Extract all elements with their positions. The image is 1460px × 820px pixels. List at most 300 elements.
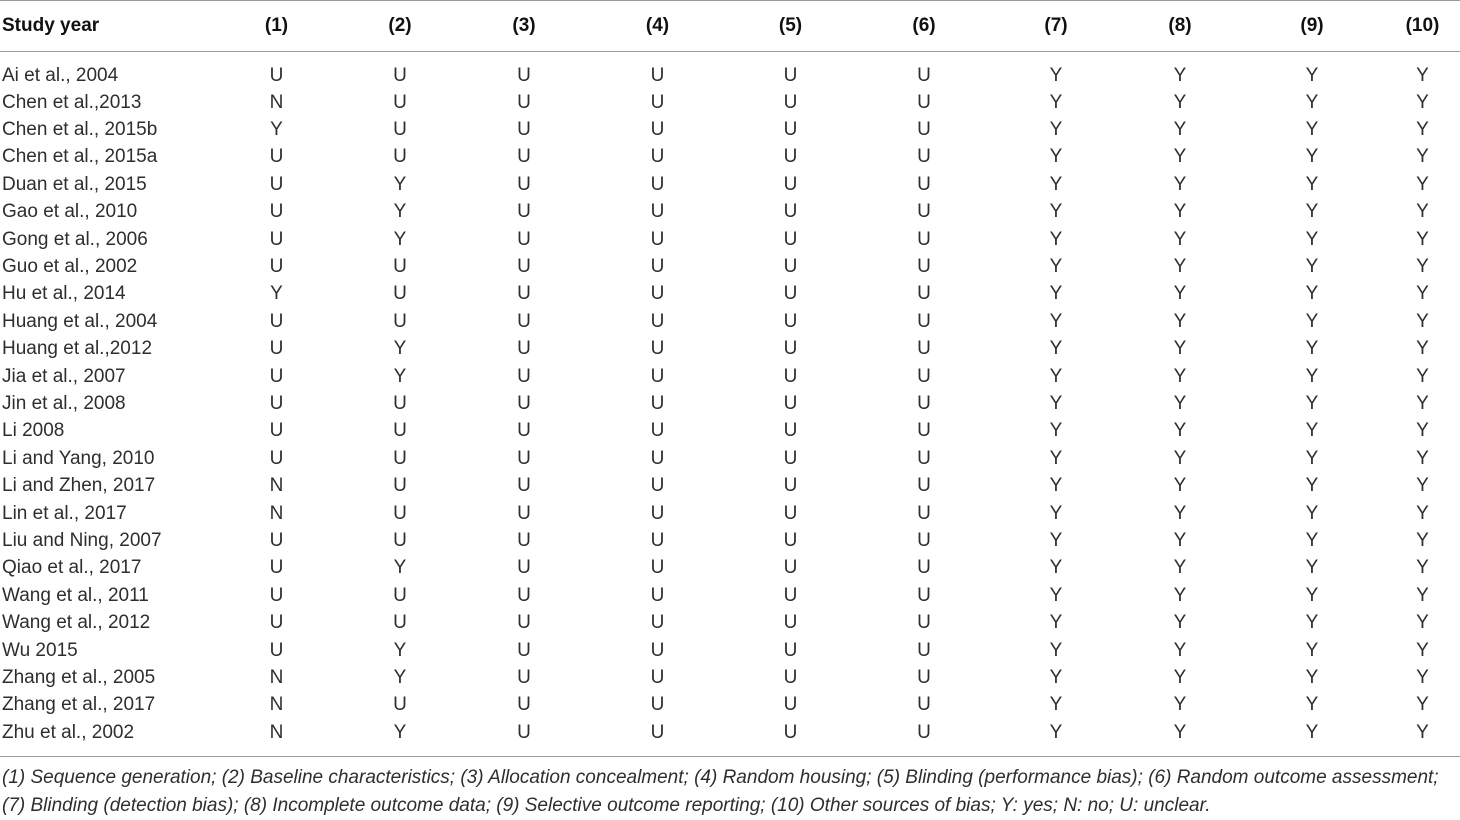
table-row <box>0 226 1460 253</box>
rating-cell-2: U <box>393 694 407 716</box>
rating-cell-1: N <box>269 721 284 743</box>
study-name-cell: Huang et al., 2004 <box>2 310 158 332</box>
table-row <box>0 116 1460 143</box>
rating-cell-7: Y <box>1049 639 1063 661</box>
column-header-10: (10) <box>1385 1 1460 52</box>
rating-cell-1: U <box>269 365 284 387</box>
study-name-cell: Wu 2015 <box>2 639 78 661</box>
rating-cell-2: Y <box>393 557 407 579</box>
rating-cell-7: Y <box>1049 91 1063 113</box>
study-name-cell: Huang et al.,2012 <box>2 338 153 360</box>
rating-cell-5: U <box>783 91 798 113</box>
rating-cell-3: U <box>517 256 531 278</box>
rating-cell-1: U <box>269 612 284 634</box>
rating-cell-4: U <box>650 392 665 414</box>
rating-cell-1: N <box>269 475 284 497</box>
rating-cell-2: U <box>393 310 407 332</box>
rating-cell-10: Y <box>1416 721 1429 743</box>
rating-cell-1: U <box>269 557 284 579</box>
rating-cell-10: Y <box>1416 502 1429 524</box>
rating-cell-6: U <box>917 310 931 332</box>
rating-cell-3: U <box>517 64 531 86</box>
rating-cell-3: U <box>517 557 531 579</box>
rating-cell-5: U <box>783 666 798 688</box>
rating-cell-3: U <box>517 338 531 360</box>
rating-cell-7: Y <box>1049 420 1063 442</box>
column-header-9: (9) <box>1239 1 1385 52</box>
rating-cell-2: U <box>393 91 407 113</box>
rating-cell-3: U <box>517 146 531 168</box>
rating-cell-8: Y <box>1173 228 1187 250</box>
rating-cell-6: U <box>917 201 931 223</box>
study-name-cell: Li 2008 <box>2 420 65 442</box>
rating-cell-1: U <box>269 529 284 551</box>
rating-cell-7: Y <box>1049 612 1063 634</box>
rating-cell-6: U <box>917 584 931 606</box>
rating-cell-10: Y <box>1416 283 1429 305</box>
rating-cell-6: U <box>917 338 931 360</box>
rating-cell-9: Y <box>1305 392 1319 414</box>
rating-cell-3: U <box>517 529 531 551</box>
rating-cell-1: N <box>269 694 284 716</box>
rating-cell-4: U <box>650 91 665 113</box>
rating-cell-8: Y <box>1173 529 1187 551</box>
rating-cell-2: Y <box>393 365 407 387</box>
rating-cell-4: U <box>650 119 665 141</box>
rating-cell-2: Y <box>393 639 407 661</box>
study-name-cell: Chen et al.,2013 <box>2 91 142 113</box>
rating-cell-10: Y <box>1416 91 1429 113</box>
rating-cell-4: U <box>650 557 665 579</box>
rating-cell-2: U <box>393 64 407 86</box>
rating-cell-4: U <box>650 310 665 332</box>
rating-cell-9: Y <box>1305 310 1319 332</box>
rating-cell-10: Y <box>1416 475 1429 497</box>
rating-cell-7: Y <box>1049 64 1063 86</box>
column-header-8: (8) <box>1121 1 1239 52</box>
table-row <box>0 363 1460 390</box>
study-name-cell: Gong et al., 2006 <box>2 228 148 250</box>
rating-cell-2: U <box>393 584 407 606</box>
rating-cell-1: U <box>269 256 284 278</box>
rating-cell-10: Y <box>1416 420 1429 442</box>
rating-cell-5: U <box>783 420 798 442</box>
rating-cell-7: Y <box>1049 584 1063 606</box>
rating-cell-3: U <box>517 721 531 743</box>
rating-cell-7: Y <box>1049 447 1063 469</box>
rating-cell-7: Y <box>1049 529 1063 551</box>
rating-cell-7: Y <box>1049 201 1063 223</box>
rating-cell-10: Y <box>1416 447 1429 469</box>
rating-cell-6: U <box>917 91 931 113</box>
table-row <box>0 637 1460 664</box>
rating-cell-9: Y <box>1305 639 1319 661</box>
rating-cell-2: U <box>393 392 407 414</box>
rating-cell-10: Y <box>1416 228 1429 250</box>
rating-cell-4: U <box>650 529 665 551</box>
rating-cell-10: Y <box>1416 173 1429 195</box>
rating-cell-1: N <box>269 666 284 688</box>
rating-cell-6: U <box>917 529 931 551</box>
rating-cell-6: U <box>917 228 931 250</box>
rating-cell-9: Y <box>1305 502 1319 524</box>
rating-cell-4: U <box>650 475 665 497</box>
rating-cell-5: U <box>783 612 798 634</box>
study-name-cell: Duan et al., 2015 <box>2 173 147 195</box>
table-row <box>0 308 1460 335</box>
rating-cell-6: U <box>917 420 931 442</box>
rating-cell-8: Y <box>1173 392 1187 414</box>
rating-cell-4: U <box>650 146 665 168</box>
rating-cell-4: U <box>650 173 665 195</box>
rating-cell-3: U <box>517 666 531 688</box>
rating-cell-7: Y <box>1049 475 1063 497</box>
study-name-cell: Wang et al., 2011 <box>2 584 149 606</box>
table-footnote: (1) Sequence generation; (2) Baseline characteristics; (3) Allocation concealment; (4) Random housing; (5) Blinding (performance bias); (6) Random outcome assessment; (7) Blinding (detection bias); (8) Incomplete outcome data; (9) Selective outcome reporting; (10) Other sources of bias; Y: yes; N: no; U: unclear. <box>2 767 1439 816</box>
rating-cell-2: U <box>393 283 407 305</box>
table-row <box>0 336 1460 363</box>
rating-cell-7: Y <box>1049 721 1063 743</box>
rating-cell-10: Y <box>1416 146 1429 168</box>
rating-cell-8: Y <box>1173 256 1187 278</box>
column-header-1: (1) <box>210 1 343 52</box>
study-name-cell: Qiao et al., 2017 <box>2 557 142 579</box>
rating-cell-6: U <box>917 721 931 743</box>
rating-cell-6: U <box>917 173 931 195</box>
rating-cell-6: U <box>917 146 931 168</box>
rating-cell-9: Y <box>1305 338 1319 360</box>
rating-cell-4: U <box>650 201 665 223</box>
rating-cell-5: U <box>783 447 798 469</box>
rating-cell-8: Y <box>1173 91 1187 113</box>
rating-cell-5: U <box>783 146 798 168</box>
rating-cell-9: Y <box>1305 612 1319 634</box>
rating-cell-5: U <box>783 201 798 223</box>
rating-cell-4: U <box>650 420 665 442</box>
rating-cell-10: Y <box>1416 365 1429 387</box>
rating-cell-5: U <box>783 365 798 387</box>
study-name-cell: Li and Yang, 2010 <box>2 447 155 469</box>
rating-cell-9: Y <box>1305 447 1319 469</box>
rating-cell-5: U <box>783 721 798 743</box>
rating-cell-8: Y <box>1173 639 1187 661</box>
table-row <box>0 527 1460 554</box>
study-name-cell: Ai et al., 2004 <box>2 64 119 86</box>
column-header-study-year: Study year <box>0 1 210 52</box>
rating-cell-8: Y <box>1173 310 1187 332</box>
rating-cell-2: Y <box>393 721 407 743</box>
rating-cell-5: U <box>783 119 798 141</box>
rating-cell-2: U <box>393 146 407 168</box>
study-name-cell: Hu et al., 2014 <box>2 283 126 305</box>
rating-cell-8: Y <box>1173 283 1187 305</box>
rating-cell-7: Y <box>1049 694 1063 716</box>
rating-cell-2: U <box>393 256 407 278</box>
rating-cell-7: Y <box>1049 283 1063 305</box>
rating-cell-9: Y <box>1305 666 1319 688</box>
rating-cell-1: N <box>269 91 284 113</box>
rating-cell-6: U <box>917 392 931 414</box>
rating-cell-9: Y <box>1305 584 1319 606</box>
rating-cell-8: Y <box>1173 447 1187 469</box>
rating-cell-3: U <box>517 639 531 661</box>
rating-cell-1: U <box>269 420 284 442</box>
rating-cell-2: U <box>393 475 407 497</box>
rating-cell-3: U <box>517 694 531 716</box>
rating-cell-5: U <box>783 392 798 414</box>
rating-cell-1: U <box>269 392 284 414</box>
rating-cell-9: Y <box>1305 529 1319 551</box>
table-row <box>0 144 1460 171</box>
rating-cell-3: U <box>517 584 531 606</box>
rating-cell-8: Y <box>1173 721 1187 743</box>
rating-cell-2: U <box>393 502 407 524</box>
column-header-3: (3) <box>457 1 591 52</box>
rating-cell-6: U <box>917 666 931 688</box>
rating-cell-8: Y <box>1173 612 1187 634</box>
rating-cell-9: Y <box>1305 475 1319 497</box>
table-row <box>0 171 1460 198</box>
table-row <box>0 253 1460 280</box>
rating-cell-6: U <box>917 256 931 278</box>
rating-cell-9: Y <box>1305 119 1319 141</box>
column-header-7: (7) <box>991 1 1121 52</box>
rating-cell-9: Y <box>1305 721 1319 743</box>
rating-cell-5: U <box>783 529 798 551</box>
rating-cell-6: U <box>917 475 931 497</box>
rating-cell-8: Y <box>1173 146 1187 168</box>
study-name-cell: Chen et al., 2015a <box>2 146 158 168</box>
rating-cell-10: Y <box>1416 119 1429 141</box>
rating-cell-2: Y <box>393 228 407 250</box>
rating-cell-5: U <box>783 256 798 278</box>
rating-cell-1: U <box>269 447 284 469</box>
rating-cell-1: Y <box>270 283 283 305</box>
rating-cell-8: Y <box>1173 119 1187 141</box>
rating-cell-3: U <box>517 475 531 497</box>
rating-cell-9: Y <box>1305 283 1319 305</box>
rating-cell-9: Y <box>1305 256 1319 278</box>
rating-cell-9: Y <box>1305 91 1319 113</box>
rating-cell-7: Y <box>1049 310 1063 332</box>
rating-cell-1: U <box>269 584 284 606</box>
rating-cell-8: Y <box>1173 420 1187 442</box>
rating-cell-9: Y <box>1305 420 1319 442</box>
rating-cell-10: Y <box>1416 639 1429 661</box>
rating-cell-5: U <box>783 639 798 661</box>
rating-cell-4: U <box>650 666 665 688</box>
table-row <box>0 555 1460 582</box>
rating-cell-4: U <box>650 256 665 278</box>
table-row <box>0 199 1460 226</box>
rating-cell-3: U <box>517 173 531 195</box>
rating-cell-4: U <box>650 584 665 606</box>
rating-cell-8: Y <box>1173 502 1187 524</box>
rating-cell-5: U <box>783 310 798 332</box>
rating-cell-4: U <box>650 64 665 86</box>
study-name-cell: Jia et al., 2007 <box>2 365 126 387</box>
rating-cell-8: Y <box>1173 173 1187 195</box>
rating-cell-6: U <box>917 694 931 716</box>
rating-cell-3: U <box>517 392 531 414</box>
rating-cell-10: Y <box>1416 666 1429 688</box>
table-row <box>0 582 1460 609</box>
rating-cell-6: U <box>917 365 931 387</box>
table-header-row <box>0 1 1460 52</box>
table-row <box>0 52 1460 90</box>
rating-cell-3: U <box>517 91 531 113</box>
table-row <box>0 609 1460 636</box>
rating-cell-3: U <box>517 228 531 250</box>
rating-cell-10: Y <box>1416 694 1429 716</box>
rating-cell-6: U <box>917 502 931 524</box>
rating-cell-2: U <box>393 529 407 551</box>
table-row <box>0 445 1460 472</box>
study-name-cell: Guo et al., 2002 <box>2 256 138 278</box>
rating-cell-10: Y <box>1416 338 1429 360</box>
rating-cell-9: Y <box>1305 146 1319 168</box>
rating-cell-1: U <box>269 228 284 250</box>
rating-cell-1: U <box>269 64 284 86</box>
table-row <box>0 500 1460 527</box>
table-row <box>0 692 1460 719</box>
rating-cell-5: U <box>783 283 798 305</box>
rating-cell-9: Y <box>1305 173 1319 195</box>
rating-cell-5: U <box>783 557 798 579</box>
rating-cell-5: U <box>783 502 798 524</box>
rating-cell-5: U <box>783 694 798 716</box>
rating-cell-8: Y <box>1173 584 1187 606</box>
rating-cell-2: Y <box>393 173 407 195</box>
rating-cell-10: Y <box>1416 201 1429 223</box>
rating-cell-5: U <box>783 173 798 195</box>
table-row <box>0 89 1460 116</box>
rating-cell-7: Y <box>1049 146 1063 168</box>
rating-cell-3: U <box>517 201 531 223</box>
rating-cell-1: U <box>269 310 284 332</box>
rating-cell-8: Y <box>1173 694 1187 716</box>
study-name-cell: Gao et al., 2010 <box>2 201 138 223</box>
rating-cell-7: Y <box>1049 228 1063 250</box>
rating-cell-10: Y <box>1416 529 1429 551</box>
rating-cell-4: U <box>650 447 665 469</box>
rating-cell-2: U <box>393 447 407 469</box>
rating-cell-3: U <box>517 119 531 141</box>
rating-cell-9: Y <box>1305 694 1319 716</box>
rating-cell-1: U <box>269 173 284 195</box>
rating-cell-6: U <box>917 64 931 86</box>
study-name-cell: Wang et al., 2012 <box>2 612 151 634</box>
study-name-cell: Liu and Ning, 2007 <box>2 529 162 551</box>
rating-cell-10: Y <box>1416 256 1429 278</box>
column-header-5: (5) <box>724 1 857 52</box>
rating-cell-5: U <box>783 475 798 497</box>
study-name-cell: Zhu et al., 2002 <box>2 721 135 743</box>
rating-cell-8: Y <box>1173 557 1187 579</box>
rating-cell-5: U <box>783 228 798 250</box>
rating-cell-9: Y <box>1305 557 1319 579</box>
rating-cell-1: U <box>269 146 284 168</box>
rating-cell-8: Y <box>1173 201 1187 223</box>
rating-cell-3: U <box>517 502 531 524</box>
rating-cell-7: Y <box>1049 338 1063 360</box>
rating-cell-8: Y <box>1173 338 1187 360</box>
rating-cell-7: Y <box>1049 502 1063 524</box>
table-body <box>0 52 1460 747</box>
table-row <box>0 472 1460 499</box>
rating-cell-5: U <box>783 584 798 606</box>
study-name-cell: Lin et al., 2017 <box>2 502 127 524</box>
rating-cell-6: U <box>917 283 931 305</box>
table-row <box>0 418 1460 445</box>
rating-cell-8: Y <box>1173 475 1187 497</box>
rating-cell-1: Y <box>270 119 283 141</box>
rating-cell-9: Y <box>1305 365 1319 387</box>
study-name-cell: Chen et al., 2015b <box>2 119 158 141</box>
rating-cell-4: U <box>650 694 665 716</box>
rating-cell-7: Y <box>1049 557 1063 579</box>
rating-cell-3: U <box>517 310 531 332</box>
rating-cell-6: U <box>917 447 931 469</box>
rating-cell-10: Y <box>1416 612 1429 634</box>
rating-cell-5: U <box>783 338 798 360</box>
rating-cell-2: U <box>393 612 407 634</box>
rating-cell-7: Y <box>1049 392 1063 414</box>
rating-cell-4: U <box>650 228 665 250</box>
table-row <box>0 719 1460 746</box>
rating-cell-4: U <box>650 721 665 743</box>
rating-cell-8: Y <box>1173 365 1187 387</box>
rating-cell-2: U <box>393 420 407 442</box>
rating-cell-3: U <box>517 447 531 469</box>
rating-cell-2: U <box>393 119 407 141</box>
table-row <box>0 281 1460 308</box>
rating-cell-8: Y <box>1173 666 1187 688</box>
rating-cell-3: U <box>517 283 531 305</box>
rating-cell-7: Y <box>1049 173 1063 195</box>
rating-cell-7: Y <box>1049 256 1063 278</box>
rating-cell-7: Y <box>1049 666 1063 688</box>
rating-cell-10: Y <box>1416 64 1429 86</box>
rating-cell-2: Y <box>393 338 407 360</box>
rating-cell-10: Y <box>1416 392 1429 414</box>
rating-cell-9: Y <box>1305 201 1319 223</box>
rating-cell-9: Y <box>1305 228 1319 250</box>
rating-cell-10: Y <box>1416 557 1429 579</box>
rating-cell-1: N <box>269 502 284 524</box>
rating-cell-10: Y <box>1416 584 1429 606</box>
rating-cell-8: Y <box>1173 64 1187 86</box>
rating-cell-7: Y <box>1049 365 1063 387</box>
rating-cell-6: U <box>917 612 931 634</box>
rating-cell-1: U <box>269 639 284 661</box>
rating-cell-5: U <box>783 64 798 86</box>
rating-cell-3: U <box>517 612 531 634</box>
column-header-2: (2) <box>343 1 457 52</box>
table-row <box>0 664 1460 691</box>
rating-cell-4: U <box>650 338 665 360</box>
rating-cell-4: U <box>650 283 665 305</box>
rating-cell-4: U <box>650 365 665 387</box>
rating-cell-4: U <box>650 639 665 661</box>
column-header-6: (6) <box>857 1 991 52</box>
column-header-4: (4) <box>591 1 724 52</box>
rating-cell-2: Y <box>393 666 407 688</box>
rating-cell-3: U <box>517 420 531 442</box>
rating-cell-10: Y <box>1416 310 1429 332</box>
study-name-cell: Li and Zhen, 2017 <box>2 475 156 497</box>
rating-cell-7: Y <box>1049 119 1063 141</box>
